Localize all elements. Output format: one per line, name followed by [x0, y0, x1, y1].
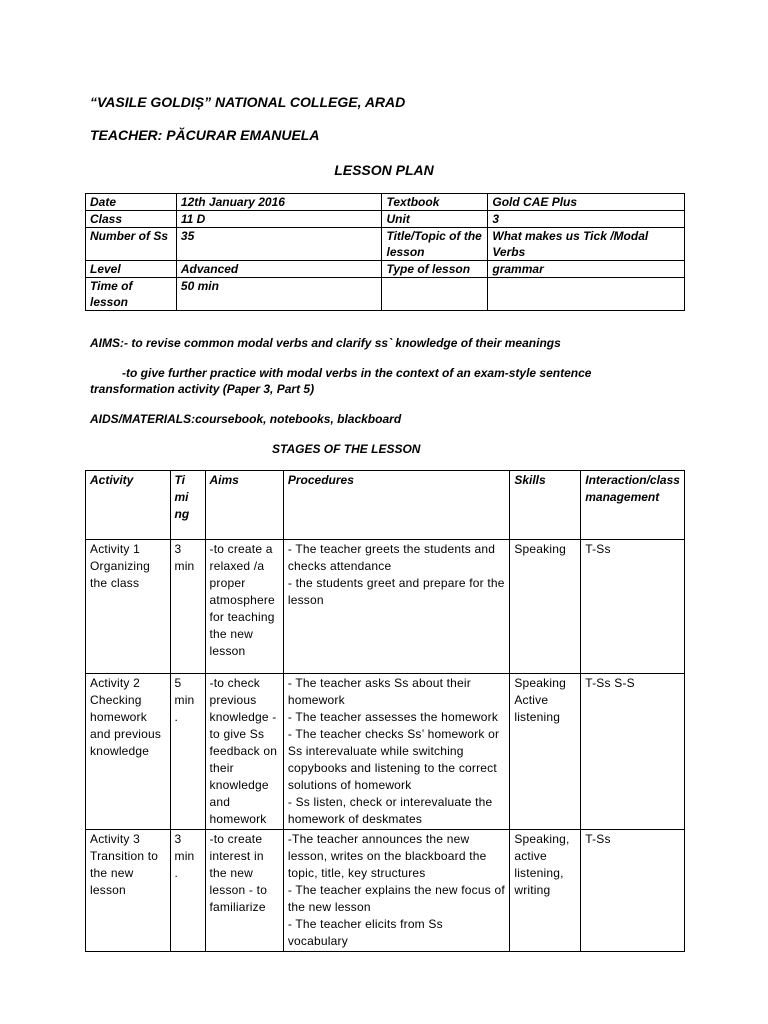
aims-cell: -to create interest in the new lesson - to familiarize	[205, 830, 283, 952]
procedure-line: - The teacher checks Ss’ homework or Ss interevaluate while switching copybooks and listening to the correct solutions of homework	[287, 727, 500, 792]
lesson-plan-title: LESSON PLAN	[334, 162, 434, 178]
info-label: Number of Ss	[86, 228, 177, 261]
info-label: Class	[86, 211, 177, 228]
info-row	[86, 211, 685, 228]
materials-line: AIDS/MATERIALS:coursebook, notebooks, blackboard	[90, 412, 402, 426]
info-label: Date	[86, 194, 177, 211]
aims-cell: -to create a relaxed /a proper atmosphere for teaching the new lesson	[205, 540, 283, 674]
skills-cell: Speaking Active listening	[510, 674, 581, 830]
skills-cell: Speaking, active listening, writing	[510, 830, 581, 952]
teacher-heading: TEACHER: PĂCURAR EMANUELA	[90, 127, 320, 143]
aims-line: AIMS:- to revise common modal verbs and clarify ss` knowledge of their meanings	[90, 336, 561, 350]
stages-table	[85, 470, 685, 952]
procedure-line: - Ss listen, check or interevaluate the homework of deskmates	[287, 795, 493, 826]
procedure-line: - The teacher assesses the homework	[287, 710, 499, 724]
timing-cell: 3 min .	[170, 830, 205, 952]
info-value: 12th January 2016	[176, 194, 382, 211]
info-value: 11 D	[176, 211, 382, 228]
procedure-line: - The teacher explains the new focus of the new lesson	[287, 883, 505, 914]
activity-cell: Activity 1 Organizing the class	[86, 540, 171, 674]
procedure-line: - The teacher greets the students and checks attendance	[287, 542, 496, 573]
interaction-cell: T-Ss	[581, 540, 685, 674]
header-skills: Skills	[510, 471, 581, 540]
info-label: Level	[86, 261, 177, 278]
header-aims: Aims	[205, 471, 283, 540]
info-label: Type of lesson	[382, 261, 488, 278]
interaction-cell: T-Ss S-S	[581, 674, 685, 830]
lesson-info-table	[85, 193, 685, 311]
procedures-cell	[283, 674, 509, 830]
stages-header-row	[86, 471, 685, 540]
table-row	[86, 540, 685, 674]
info-row	[86, 261, 685, 278]
header-interaction: Interaction/class management	[581, 471, 685, 540]
aims-line-2-cont: transformation activity (Paper 3, Part 5)	[90, 382, 315, 396]
skills-cell: Speaking	[510, 540, 581, 674]
info-value: What makes us Tick /Modal Verbs	[488, 228, 685, 261]
procedures-cell	[283, 830, 509, 952]
info-label: Title/Topic of the lesson	[382, 228, 488, 261]
info-label: Unit	[382, 211, 488, 228]
procedure-line: - The teacher asks Ss about their homework	[287, 676, 471, 707]
table-row	[86, 674, 685, 830]
header-procedures: Procedures	[283, 471, 509, 540]
header-activity: Activity	[86, 471, 171, 540]
activity-cell: Activity 2 Checking homework and previous knowledge	[86, 674, 171, 830]
timing-cell: 5 min .	[170, 674, 205, 830]
procedure-line: - The teacher elicits from Ss vocabulary	[287, 917, 443, 948]
college-heading: “VASILE GOLDIȘ” NATIONAL COLLEGE, ARAD	[90, 94, 406, 110]
procedure-line: - the students greet and prepare for the lesson	[287, 576, 505, 607]
info-label: Textbook	[382, 194, 488, 211]
info-label	[382, 278, 488, 311]
procedures-cell	[283, 540, 509, 674]
procedure-line: -The teacher announces the new lesson, writes on the blackboard the topic, title, key structures	[287, 832, 487, 880]
interaction-cell: T-Ss	[581, 830, 685, 952]
info-value: 50 min	[176, 278, 382, 311]
info-value: 3	[488, 211, 685, 228]
activity-cell: Activity 3 Transition to the new lesson	[86, 830, 171, 952]
stages-title: STAGES OF THE LESSON	[272, 442, 421, 456]
info-value: Advanced	[176, 261, 382, 278]
aims-line-2: -to give further practice with modal verbs in the context of an exam-style sentence	[122, 366, 592, 380]
table-row	[86, 830, 685, 952]
info-label: Time of lesson	[86, 278, 177, 311]
info-row	[86, 228, 685, 261]
info-value	[488, 278, 685, 311]
header-timing: Ti mi ng	[170, 471, 205, 540]
info-value: Gold CAE Plus	[488, 194, 685, 211]
info-value: grammar	[488, 261, 685, 278]
info-value: 35	[176, 228, 382, 261]
aims-cell: -to check previous knowledge -to give Ss feedback on their knowledge and homework	[205, 674, 283, 830]
info-row	[86, 194, 685, 211]
timing-cell: 3 min	[170, 540, 205, 674]
info-row	[86, 278, 685, 311]
